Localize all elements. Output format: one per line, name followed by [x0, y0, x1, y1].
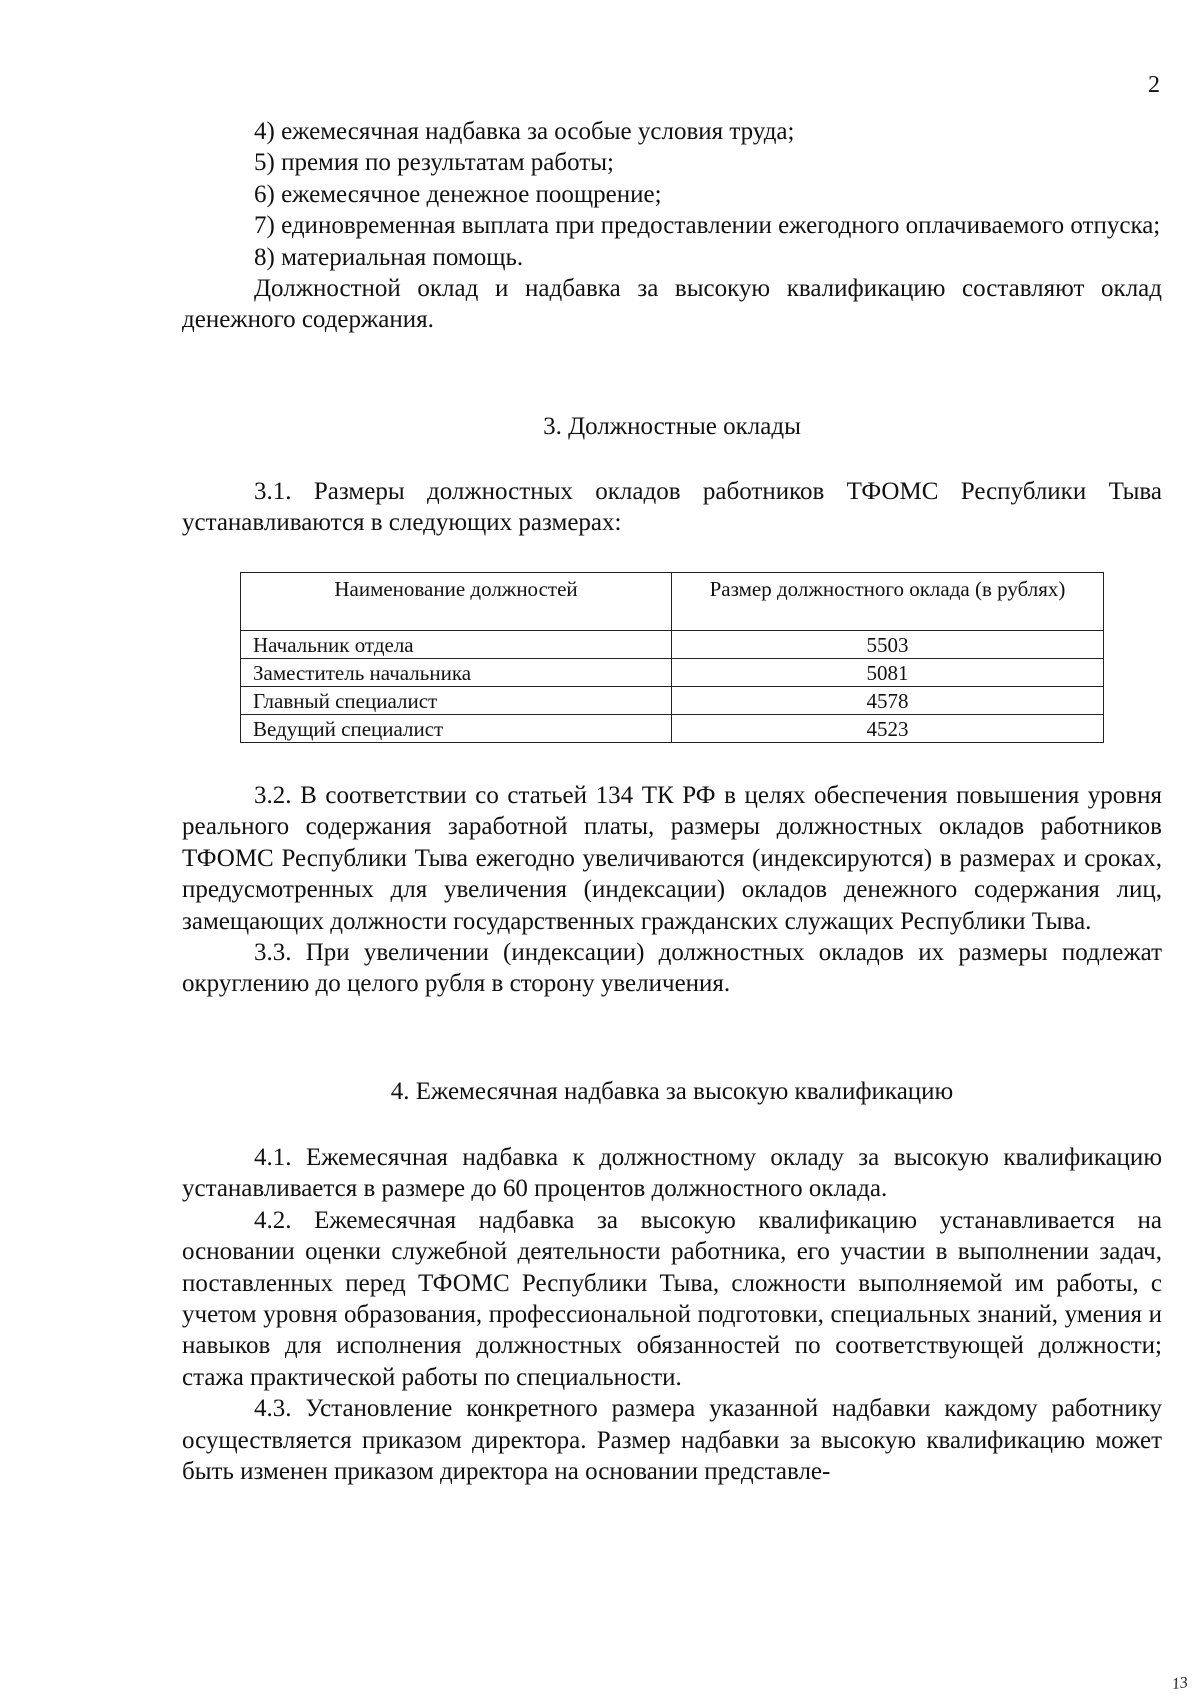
- header-position: Наименование должностей: [241, 573, 672, 631]
- section-3-title: 3. Должностные оклады: [543, 413, 801, 440]
- salary-table: [240, 572, 1104, 743]
- salary-cell: 5081: [672, 659, 1104, 687]
- section-4-body: [182, 1142, 1162, 1487]
- list-item: 7) единовременная выплата при предоставлении ежегодного оплачиваемого отпуска;: [254, 212, 1161, 240]
- handwritten-mark: 13: [1170, 1673, 1190, 1694]
- paragraph-3-3: 3.3. При увеличении (индексации) должностных окладов их размеры подлежат округлению до целого рубля в сторону увеличения.: [182, 939, 1162, 998]
- header-salary: Размер должностного оклада (в рублях): [672, 573, 1104, 631]
- table-row: [241, 659, 1104, 687]
- paragraph-4-1: 4.1. Ежемесячная надбавка к должностному окладу за высокую квалификацию устанавливается в размере до 60 процентов должностного оклада.: [182, 1144, 1162, 1203]
- position-cell: Главный специалист: [241, 687, 672, 715]
- table-header-row: [241, 573, 1104, 631]
- paragraph: Должностной оклад и надбавка за высокую квалификацию составляют оклад денежного содержания.: [182, 275, 1162, 334]
- section-3-body: [182, 780, 1162, 1000]
- section-4-title: 4. Ежемесячная надбавка за высокую квалификацию: [390, 1078, 954, 1105]
- paragraph-3-1: 3.1. Размеры должностных окладов работников ТФОМС Республики Тыва устанавливаются в следующих размерах:: [182, 478, 1162, 537]
- position-cell: Начальник отдела: [241, 631, 672, 659]
- table-row: [241, 631, 1104, 659]
- section-3-intro: [182, 476, 1162, 539]
- table-row: [241, 715, 1104, 743]
- position-cell: Ведущий специалист: [241, 715, 672, 743]
- page-number: 2: [1148, 72, 1160, 98]
- paragraph-4-3: 4.3. Установление конкретного размера указанной надбавки каждому работнику осуществляется приказом директора. Размер надбавки за высокую квалификацию может быть изменен приказом директора на основании представле-: [182, 1395, 1162, 1486]
- paragraph-4-2: 4.2. Ежемесячная надбавка за высокую квалификацию устанавливается на основании оценки служебной деятельности работника, его участии в выполнении задач, поставленных перед ТФОМС Республики Тыва, сложности выполняемой им работы, с учетом уровня образования, профессиональной подготовки, специальных знаний, умения и навыков для исполнения должностных обязанностей по соответствующей должности; стажа практической работы по специальности.: [182, 1206, 1162, 1391]
- allowances-list: [182, 116, 1162, 336]
- list-item: 6) ежемесячное денежное поощрение;: [254, 180, 662, 208]
- position-cell: Заместитель начальника: [241, 659, 672, 687]
- salary-cell: 4578: [672, 687, 1104, 715]
- salary-cell: 5503: [672, 631, 1104, 659]
- list-item: 5) премия по результатам работы;: [254, 149, 614, 177]
- paragraph-3-2: 3.2. В соответствии со статьей 134 ТК РФ в целях обеспечения повышения уровня реального содержания заработной платы, размеры должностных окладов работников ТФОМС Республики Тыва ежегодно увеличиваются (индексируются) в размерах и сроках, предусмотренных для увеличения (индексации) окладов денежного содержания лиц, замещающих должности государственных гражданских служащих Республики Тыва.: [182, 782, 1162, 935]
- salary-cell: 4523: [672, 715, 1104, 743]
- list-item: 8) материальная помощь.: [254, 243, 524, 271]
- table-row: [241, 687, 1104, 715]
- list-item: 4) ежемесячная надбавка за особые условия труда;: [254, 118, 795, 145]
